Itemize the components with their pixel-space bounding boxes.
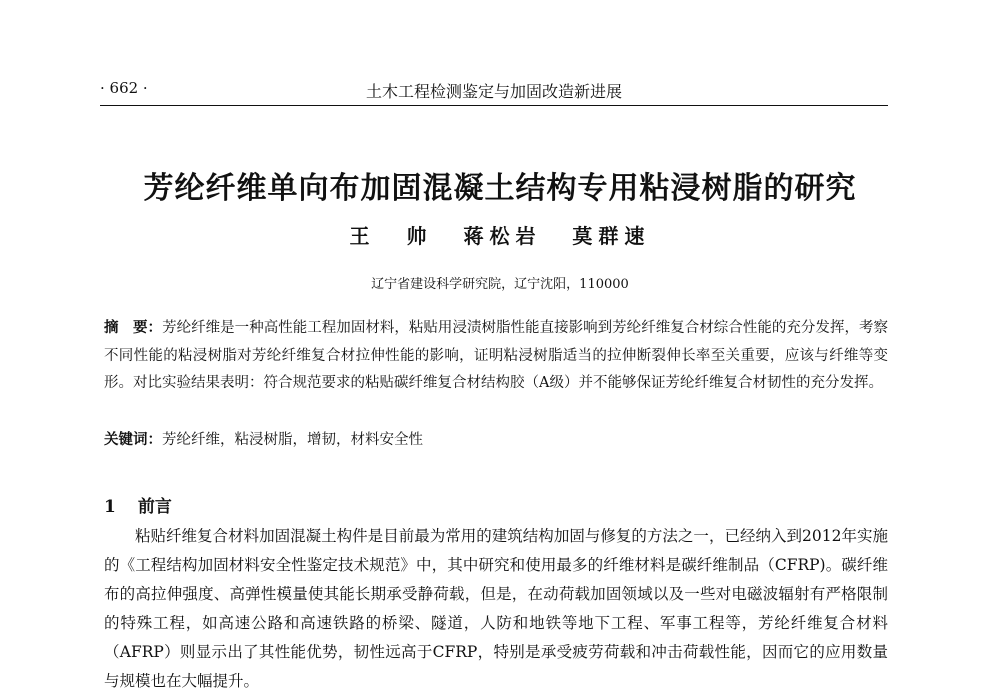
- keywords: [104, 427, 888, 455]
- section-title: 前言: [137, 497, 172, 517]
- running-header: [100, 79, 888, 106]
- section-number: 1: [104, 497, 116, 517]
- abstract-text: 芳纶纤维是一种高性能工程加固材料，粘贴用浸渍树脂性能直接影响到芳纶纤维复合材综合性能的充分发挥，考察不同性能的粘浸树脂对芳纶纤维复合材拉伸性能的影响，证明粘浸树脂适当的拉伸断裂伸长率至关重要，应该与纤维等变形。对比实验结果表明：符合规范要求的粘贴碳纤维复合材结构胶（A级）并不能够保证芳纶纤维复合材韧性的充分发挥。: [104, 320, 888, 391]
- abstract: [104, 315, 888, 398]
- keywords-label: 关键词：: [104, 432, 162, 448]
- section-heading: [104, 492, 172, 517]
- journal-title: 土木工程检测鉴定与加固改造新进展: [365, 82, 622, 101]
- section-paragraph: 粘贴纤维复合材料加固混凝土构件是目前最为常用的建筑结构加固与修复的方法之一，已经纳入到2012年实施的《工程结构加固材料安全性鉴定技术规范》中，其中研究和使用最多的纤维材料是碳纤维制品（CFRP)。碳纤维布的高拉伸强度、高弹性模量使其能长期承受静荷载，但是，在动荷载加固领域以及一些对电磁波辐射有严格限制的特殊工程，如高速公路和高速铁路的桥梁、隧道，人防和地铁等地下工程、军事工程等，芳纶纤维复合材料（AFRP）则显示出了其性能优势，韧性远高于CFRP，特别是承受疲劳荷载和冲击荷载性能，因而它的应用数量与规模也在大幅提升。: [104, 527, 888, 690]
- author-list: 王 帅 蒋松岩 莫群速: [349, 224, 651, 248]
- page-number: · 662 ·: [100, 79, 148, 97]
- keywords-text: 芳纶纤维，粘浸树脂，增韧，材料安全性: [162, 432, 423, 448]
- article-title: 芳纶纤维单向布加固混凝土结构专用粘浸树脂的研究: [143, 171, 857, 206]
- affiliation: 辽宁省建设科学研究院，辽宁沈阳，110000: [371, 277, 629, 292]
- abstract-label: 摘 要：: [104, 320, 163, 336]
